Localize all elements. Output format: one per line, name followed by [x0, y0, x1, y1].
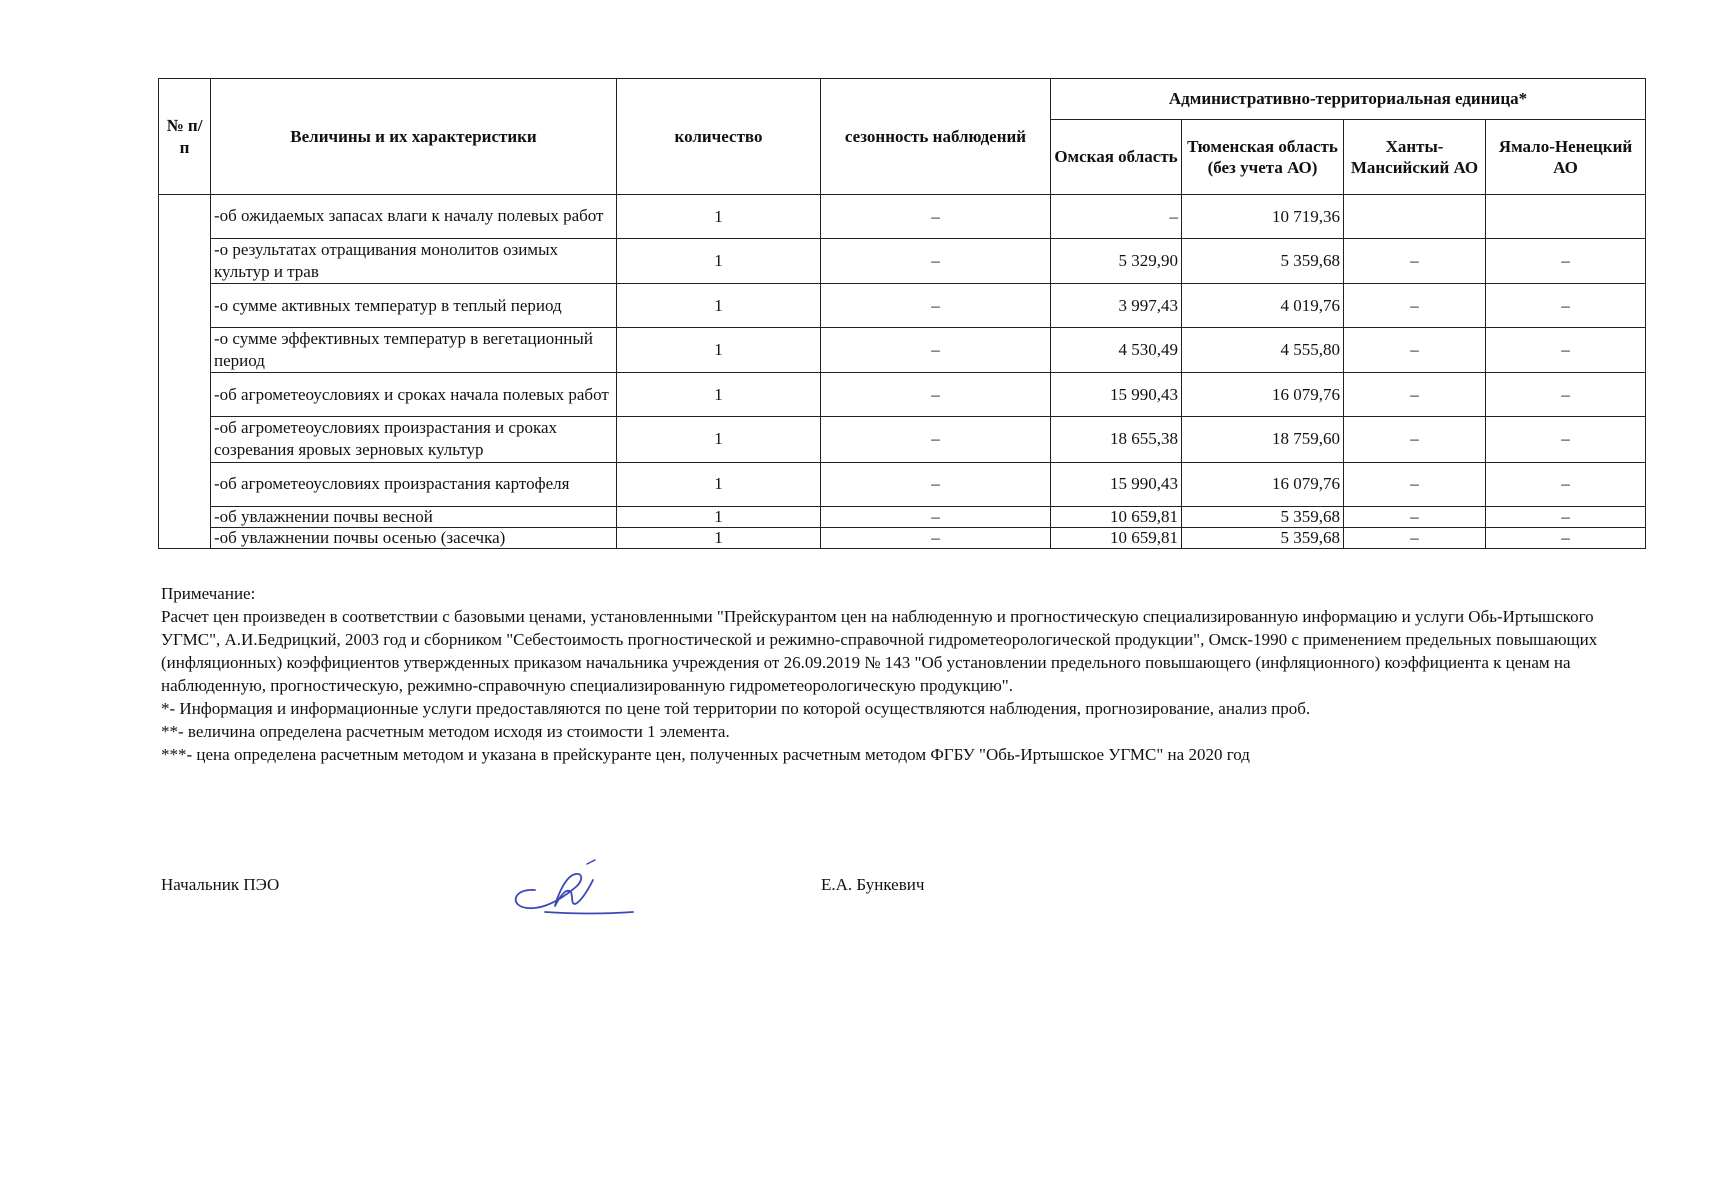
- row-name: -о результатах отращивания монолитов озимых культур и трав: [211, 239, 617, 284]
- table-row: [159, 462, 1646, 506]
- row-khmao: –: [1344, 462, 1486, 506]
- row-tyumen: 5 359,68: [1182, 239, 1344, 284]
- row-qty: 1: [617, 506, 821, 527]
- row-yanao: –: [1486, 328, 1646, 373]
- row-tyumen: 16 079,76: [1182, 462, 1344, 506]
- price-table: [158, 78, 1646, 549]
- header-admin-group: Административно-территориальная единица*: [1051, 79, 1646, 120]
- table-row: [159, 239, 1646, 284]
- row-yanao: –: [1486, 527, 1646, 548]
- signatory-position: Начальник ПЭО: [161, 875, 280, 894]
- footnote-1: *- Информация и информационные услуги предоставляются по цене той территории по которой осуществляются наблюдения, прогнозирование, анализ проб.: [161, 699, 1311, 718]
- row-yanao: [1486, 195, 1646, 239]
- header-yanao: Ямало-Ненецкий АО: [1486, 120, 1646, 195]
- handwritten-signature: [505, 858, 635, 918]
- row-tyumen: 18 759,60: [1182, 417, 1344, 462]
- table-row: [159, 328, 1646, 373]
- row-tyumen: 4 019,76: [1182, 284, 1344, 328]
- row-name: -о сумме эффективных температур в вегетационный период: [211, 328, 617, 373]
- row-omsk: 15 990,43: [1051, 462, 1182, 506]
- row-tyumen: 5 359,68: [1182, 506, 1344, 527]
- header-name: Величины и их характеристики: [211, 79, 617, 195]
- row-yanao: –: [1486, 284, 1646, 328]
- header-tyumen: Тюменская область (без учета АО): [1182, 120, 1344, 195]
- row-omsk: 3 997,43: [1051, 284, 1182, 328]
- notes-body: Расчет цен произведен в соответствии с базовыми ценами, установленными "Прейскурантом цен на наблюденную и прогностическую специализированную информацию и услуги Обь-Иртышского УГМС", А.И.Бедрицкий, 2003 год и сборником "Себестоимость прогностической и режимно-справочной гидрометеорологической продукции", Омск-1990 с применением предельных повышающих (инфляционных) коэффициентов утвержденных приказом начальника учреждения от 26.09.2019 № 143 "Об установлении предельного повышающего (инфляционного) коэффициента к ценам на наблюденную, прогностическую, режимно-справочную специализированную гидрометеорологическую продукцию".: [161, 607, 1598, 695]
- row-qty: 1: [617, 373, 821, 417]
- header-omsk: Омская область: [1051, 120, 1182, 195]
- row-tyumen: 5 359,68: [1182, 527, 1344, 548]
- row-qty: 1: [617, 527, 821, 548]
- row-omsk: –: [1051, 195, 1182, 239]
- row-yanao: –: [1486, 462, 1646, 506]
- footnote-3: ***- цена определена расчетным методом и указана в прейскуранте цен, полученных расчетным методом ФГБУ "Обь-Иртышское УГМС" на 2020 год: [161, 745, 1250, 764]
- table-row: [159, 527, 1646, 548]
- row-tyumen: 10 719,36: [1182, 195, 1344, 239]
- row-name: -об увлажнении почвы весной: [211, 506, 617, 527]
- row-omsk: 10 659,81: [1051, 506, 1182, 527]
- row-name: -об ожидаемых запасах влаги к началу полевых работ: [211, 195, 617, 239]
- footnote-2: **- величина определена расчетным методом исходя из стоимости 1 элемента.: [161, 722, 730, 741]
- signatory-name: Е.А. Бункевич: [821, 875, 925, 894]
- row-yanao: –: [1486, 373, 1646, 417]
- header-khmao: Ханты-Мансийский АО: [1344, 120, 1486, 195]
- row-khmao: –: [1344, 527, 1486, 548]
- row-name: -об увлажнении почвы осенью (засечка): [211, 527, 617, 548]
- row-qty: 1: [617, 284, 821, 328]
- row-qty: 1: [617, 239, 821, 284]
- row-tyumen: 4 555,80: [1182, 328, 1344, 373]
- row-khmao: –: [1344, 284, 1486, 328]
- row-season: –: [821, 195, 1051, 239]
- table-row: [159, 373, 1646, 417]
- row-omsk: 18 655,38: [1051, 417, 1182, 462]
- row-khmao: –: [1344, 417, 1486, 462]
- row-qty: 1: [617, 195, 821, 239]
- notes-section: [161, 582, 1641, 766]
- row-season: –: [821, 527, 1051, 548]
- row-khmao: –: [1344, 239, 1486, 284]
- row-tyumen: 16 079,76: [1182, 373, 1344, 417]
- row-yanao: –: [1486, 239, 1646, 284]
- row-season: –: [821, 373, 1051, 417]
- table-row: [159, 506, 1646, 527]
- row-khmao: –: [1344, 373, 1486, 417]
- notes-title: Примечание:: [161, 584, 256, 603]
- row-khmao: [1344, 195, 1486, 239]
- header-row-top: [159, 79, 1646, 120]
- row-yanao: –: [1486, 417, 1646, 462]
- row-season: –: [821, 284, 1051, 328]
- header-qty: количество: [617, 79, 821, 195]
- row-name: -об агрометеоусловиях произрастания картофеля: [211, 462, 617, 506]
- row-qty: 1: [617, 328, 821, 373]
- row-yanao: –: [1486, 506, 1646, 527]
- row-name: -о сумме активных температур в теплый период: [211, 284, 617, 328]
- row-qty: 1: [617, 417, 821, 462]
- table-row: [159, 195, 1646, 239]
- row-season: –: [821, 506, 1051, 527]
- header-season: сезонность наблюдений: [821, 79, 1051, 195]
- row-khmao: –: [1344, 506, 1486, 527]
- row-omsk: 15 990,43: [1051, 373, 1182, 417]
- table-row: [159, 417, 1646, 462]
- row-season: –: [821, 417, 1051, 462]
- row-season: –: [821, 239, 1051, 284]
- row-omsk: 5 329,90: [1051, 239, 1182, 284]
- row-qty: 1: [617, 462, 821, 506]
- table-row: [159, 284, 1646, 328]
- row-season: –: [821, 462, 1051, 506]
- row-omsk: 10 659,81: [1051, 527, 1182, 548]
- row-season: –: [821, 328, 1051, 373]
- row-name: -об агрометеоусловиях и сроках начала полевых работ: [211, 373, 617, 417]
- row-name: -об агрометеоусловиях произрастания и сроках созревания яровых зерновых культур: [211, 417, 617, 462]
- row-omsk: 4 530,49: [1051, 328, 1182, 373]
- header-num: № п/п: [159, 79, 211, 195]
- row-khmao: –: [1344, 328, 1486, 373]
- num-cell: [159, 195, 211, 549]
